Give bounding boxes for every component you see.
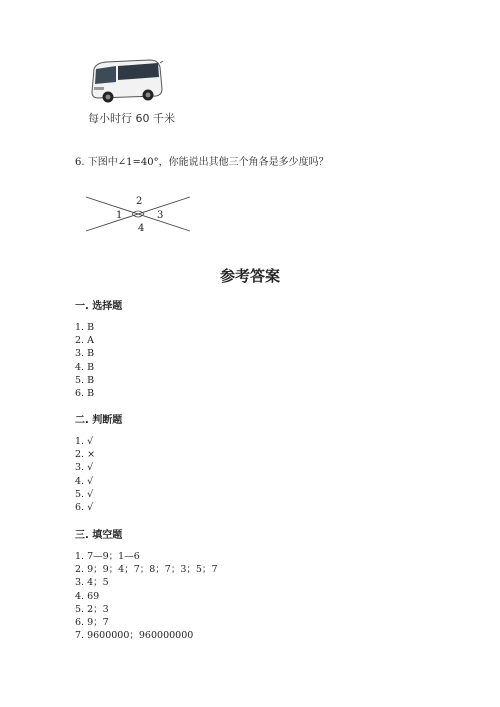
angle-label-1: 1 [116, 210, 123, 221]
list-item: 6. √ [75, 502, 94, 514]
list-item: 1. B [75, 322, 95, 333]
answer-list-fill [75, 550, 217, 642]
list-item: 3. √ [75, 462, 94, 474]
list-item: 1. √ [75, 436, 94, 447]
angle-label-4: 4 [138, 223, 145, 234]
answer-list-judge [75, 435, 95, 514]
list-item: 6. B [75, 388, 95, 400]
list-item: 5. 2；3 [75, 603, 109, 615]
answer-list-choice [75, 321, 94, 400]
angle-label-3: 3 [157, 210, 164, 221]
list-item: 1. 7—9；1—6 [75, 551, 140, 562]
intersecting-lines-diagram [84, 193, 192, 235]
list-item: 6. 9；7 [75, 617, 109, 629]
question-6-text: 6. 下图中∠1=40°，你能说出其他三个角各是多少度吗？ [75, 157, 329, 168]
list-item: 2. × [75, 449, 96, 461]
bus-image [86, 55, 164, 105]
list-item: 4. √ [75, 475, 94, 487]
list-item: 2. 9；9；4；7；8；7；3；5；7 [75, 564, 218, 576]
list-item: 5. B [75, 374, 95, 386]
list-item: 4. 69 [75, 590, 100, 602]
section-heading-judge: 二. 判断题 [75, 415, 123, 426]
list-item: 5. √ [75, 488, 94, 500]
list-item: 3. B [75, 348, 95, 360]
list-item: 3. 4；5 [75, 577, 109, 589]
list-item: 4. B [75, 361, 95, 373]
section-heading-choice: 一. 选择题 [75, 301, 123, 312]
bus-speed-caption: 每小时行 60 千米 [88, 112, 175, 125]
answer-key-title: 参考答案 [219, 267, 280, 285]
angle-label-2: 2 [136, 196, 143, 207]
list-item: 7. 9600000；960000000 [75, 630, 194, 642]
section-heading-fill: 三. 填空题 [75, 530, 123, 541]
list-item: 2. A [75, 335, 94, 347]
